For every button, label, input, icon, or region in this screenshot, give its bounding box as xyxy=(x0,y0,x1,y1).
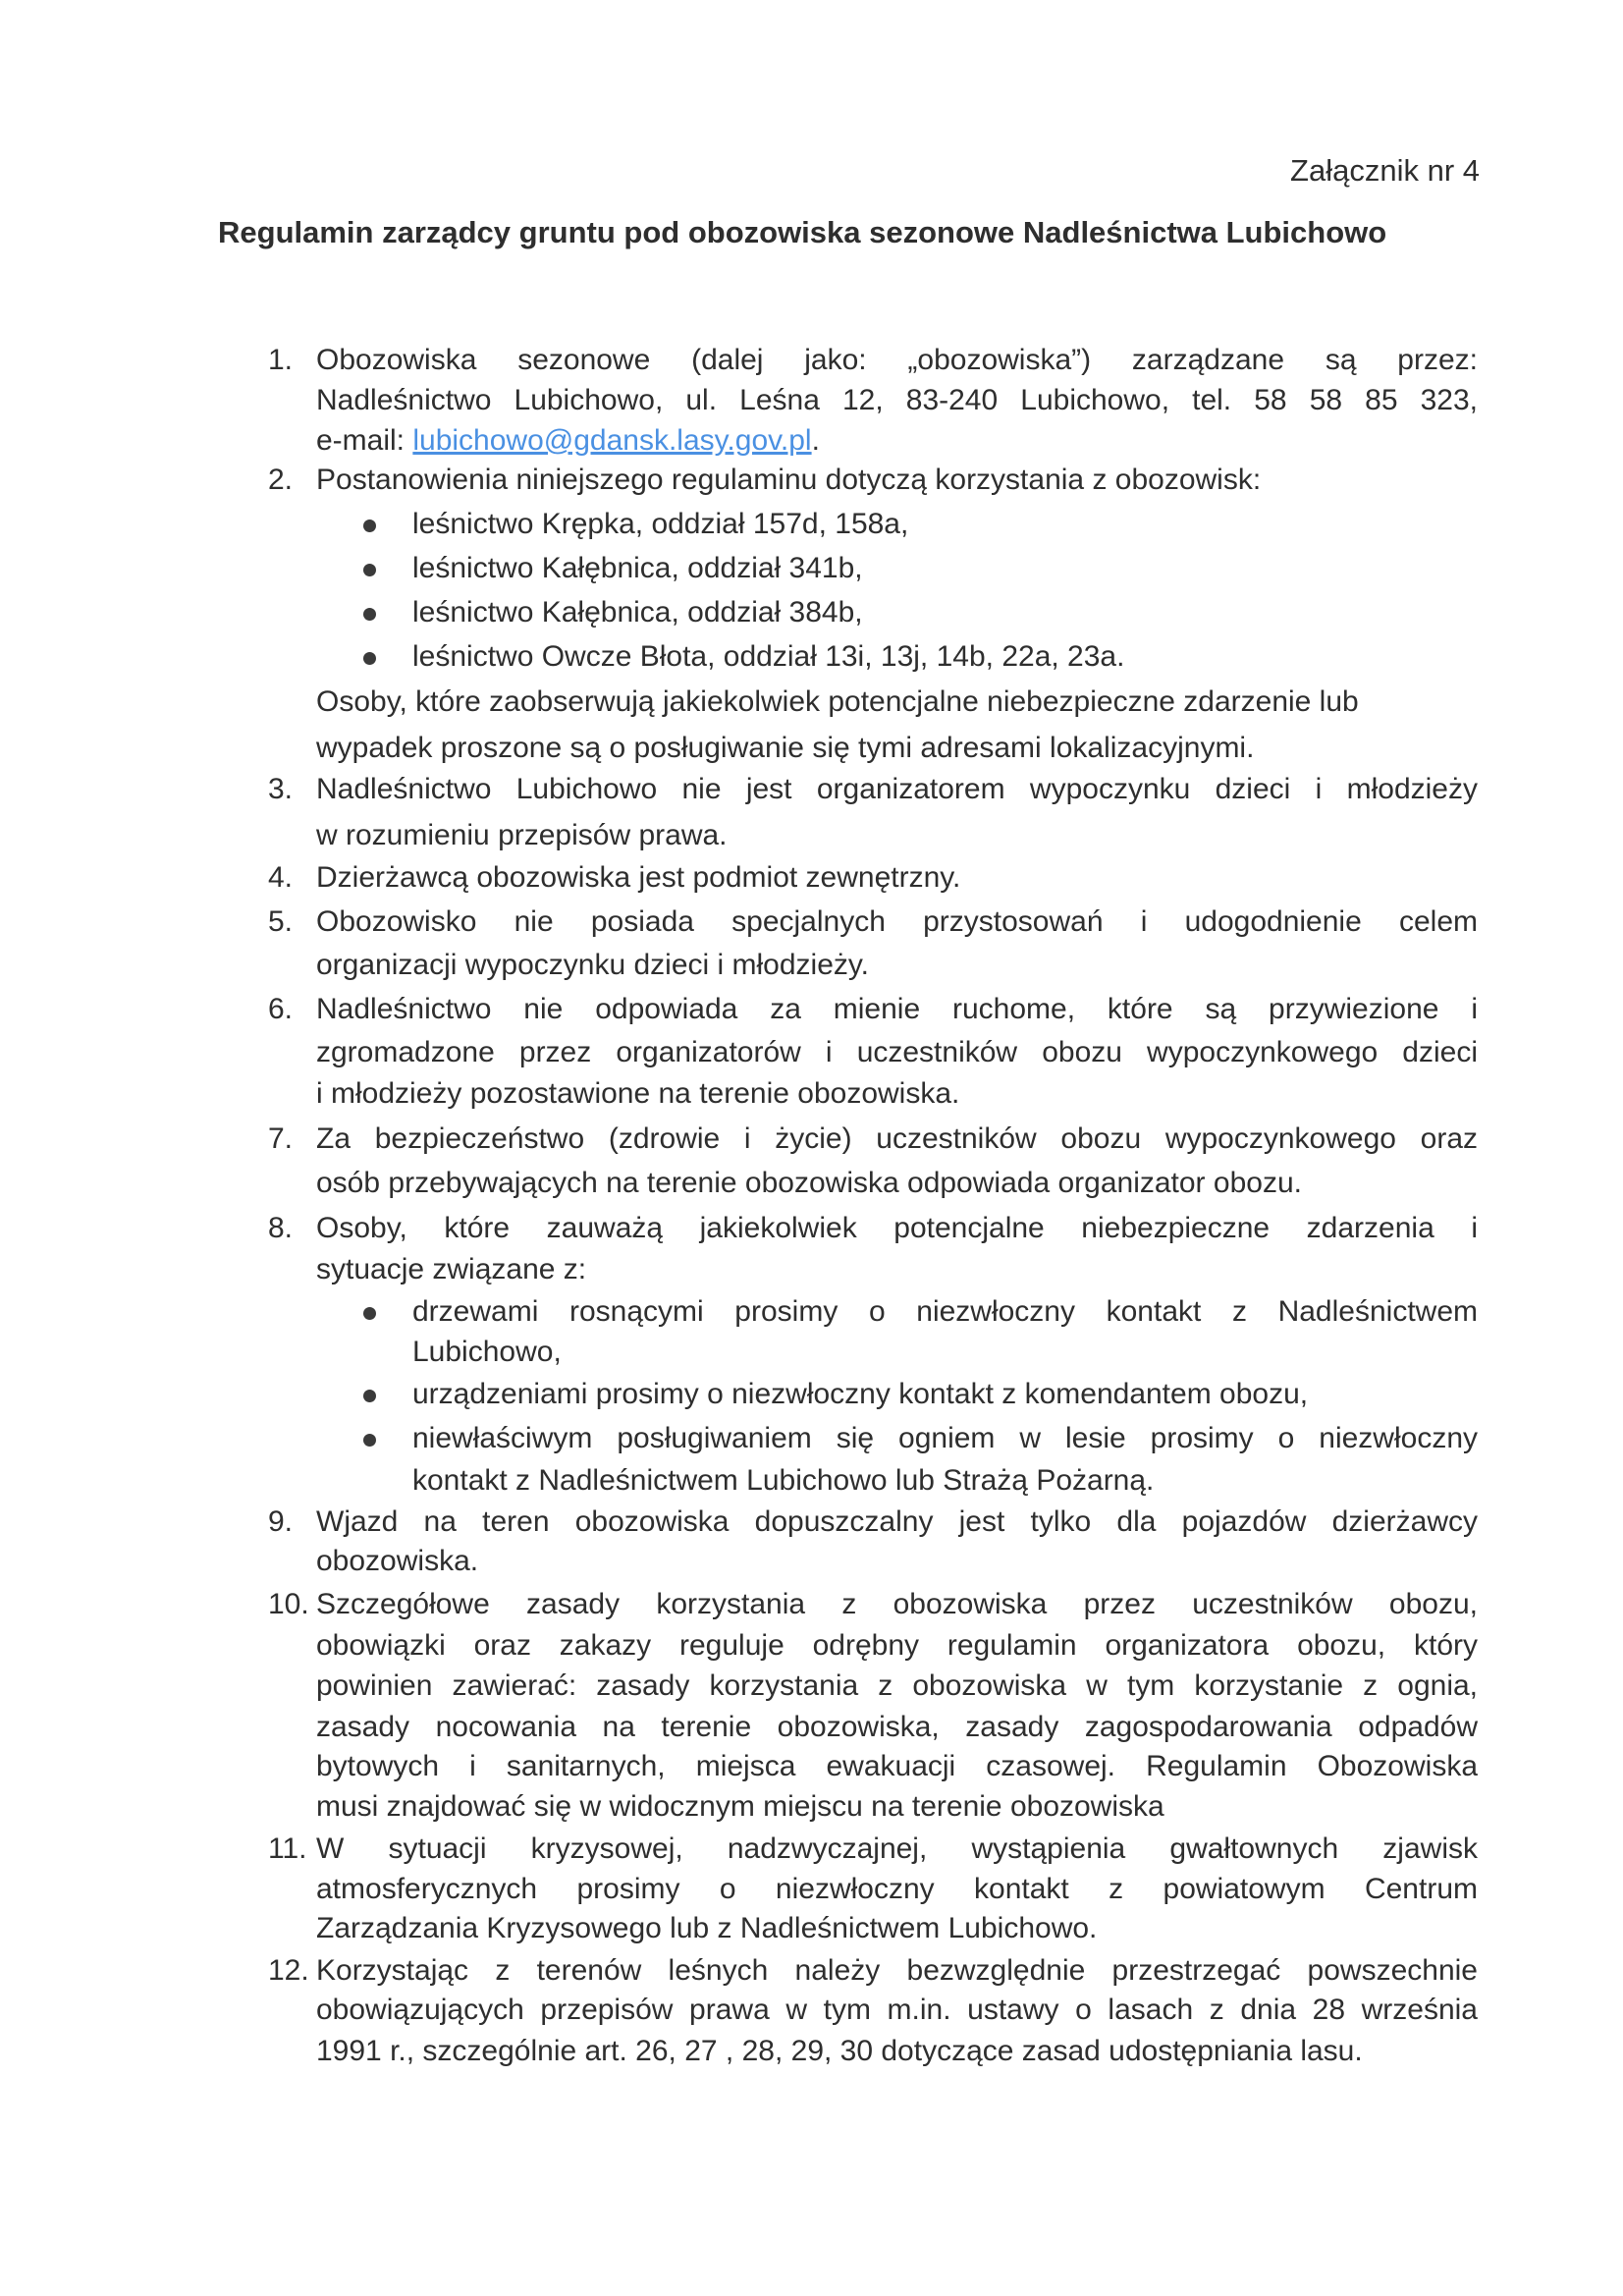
item-5-line-2: organizacji wypoczynku dzieci i młodzieży. xyxy=(316,949,869,981)
item-6-line-1: Nadleśnictwo nie odpowiada za mienie ruchome, które są przywiezione i xyxy=(316,993,1478,1025)
item-2-after-line-2: wypadek proszone są o posługiwanie się tymi adresami lokalizacyjnymi. xyxy=(316,732,1255,764)
item-5-line-1: Obozowisko nie posiada specjalnych przystosowań i udogodnienie celem xyxy=(316,905,1478,938)
item-number-12: 12. xyxy=(268,1954,309,1987)
item-12-line-2: obowiązujących przepisów prawa w tym m.in. ustawy o lasach z dnia 28 września xyxy=(316,1994,1478,2026)
item-number-8: 8. xyxy=(268,1212,294,1244)
item-4-line-1: Dzierżawcą obozowiska jest podmiot zewnętrzny. xyxy=(316,861,961,894)
bullet-icon xyxy=(363,519,376,532)
item-8-bullet-1-line-2: Lubichowo, xyxy=(412,1336,562,1368)
item-8-bullet-3-line-1: niewłaściwym posługiwaniem się ogniem w lesie prosimy o niezwłoczny xyxy=(412,1422,1478,1454)
item-6-line-2: zgromadzone przez organizatorów i uczestników obozu wypoczynkowego dzieci xyxy=(316,1036,1478,1068)
annex-label: Załącznik nr 4 xyxy=(1290,153,1480,188)
document-title: Regulamin zarządcy gruntu pod obozowiska sezonowe Nadleśnictwa Lubichowo xyxy=(218,215,1387,249)
item-2-bullet-3: leśnictwo Kałębnica, oddział 384b, xyxy=(412,596,863,629)
item-10-line-1: Szczegółowe zasady korzystania z obozowiska przez uczestników obozu, xyxy=(316,1588,1478,1620)
item-number-7: 7. xyxy=(268,1122,294,1155)
item-8-line-2: sytuacje związane z: xyxy=(316,1253,587,1285)
bullet-icon xyxy=(363,1390,376,1402)
bullet-icon xyxy=(363,1434,376,1447)
item-10-line-4: zasady nocowania na terenie obozowiska, zasady zagospodarowania odpadów xyxy=(316,1711,1478,1743)
item-number-5: 5. xyxy=(268,905,294,938)
item-3-line-1: Nadleśnictwo Lubichowo nie jest organizatorem wypoczynku dzieci i młodzieży xyxy=(316,773,1478,805)
item-1-line-1: Obozowiska sezonowe (dalej jako: „obozowiska”) zarządzane są przez: xyxy=(316,344,1478,376)
item-11-line-3: Zarządzania Kryzysowego lub z Nadleśnictwem Lubichowo. xyxy=(316,1912,1098,1944)
item-8-line-1: Osoby, które zauważą jakiekolwiek potencjalne niebezpieczne zdarzenia i xyxy=(316,1212,1478,1244)
item-2-line-1: Postanowienia niniejszego regulaminu dotyczą korzystania z obozowisk: xyxy=(316,464,1262,496)
item-number-1: 1. xyxy=(268,344,294,376)
item-2-bullet-4: leśnictwo Owcze Błota, oddział 13i, 13j, 14b, 22a, 23a. xyxy=(412,640,1125,673)
item-7-line-2: osób przebywających na terenie obozowiska odpowiada organizator obozu. xyxy=(316,1167,1302,1199)
item-11-line-2: atmosferycznych prosimy o niezwłoczny kontakt z powiatowym Centrum xyxy=(316,1873,1478,1905)
item-number-11: 11. xyxy=(268,1832,307,1865)
bullet-icon xyxy=(363,608,376,621)
item-1-line-2: Nadleśnictwo Lubichowo, ul. Leśna 12, 83-240 Lubichowo, tel. 58 58 85 323, xyxy=(316,384,1478,416)
item-9-line-1: Wjazd na teren obozowiska dopuszczalny jest tylko dla pojazdów dzierżawcy xyxy=(316,1505,1478,1538)
item-2-bullet-1: leśnictwo Krępka, oddział 157d, 158a, xyxy=(412,508,909,540)
item-11-line-1: W sytuacji kryzysowej, nadzwyczajnej, wystąpienia gwałtownych zjawisk xyxy=(316,1832,1478,1865)
item-7-line-1: Za bezpieczeństwo (zdrowie i życie) uczestników obozu wypoczynkowego oraz xyxy=(316,1122,1478,1155)
email-prefix: e-mail: xyxy=(316,424,413,457)
item-number-3: 3. xyxy=(268,773,294,805)
item-1-email-line xyxy=(316,423,1478,459)
item-12-line-1: Korzystając z terenów leśnych należy bezwzględnie przestrzegać powszechnie xyxy=(316,1954,1478,1987)
bullet-icon xyxy=(363,652,376,665)
item-3-line-2: w rozumieniu przepisów prawa. xyxy=(316,819,728,851)
item-10-line-6: musi znajdować się w widocznym miejscu na terenie obozowiska xyxy=(316,1790,1164,1823)
item-2-bullet-2: leśnictwo Kałębnica, oddział 341b, xyxy=(412,552,863,584)
item-9-line-2: obozowiska. xyxy=(316,1545,479,1577)
item-8-bullet-3-line-2: kontakt z Nadleśnictwem Lubichowo lub Strażą Pożarną. xyxy=(412,1464,1155,1497)
item-8-bullet-1-line-1: drzewami rosnącymi prosimy o niezwłoczny kontakt z Nadleśnictwem xyxy=(412,1295,1478,1328)
item-6-line-3: i młodzieży pozostawione na terenie obozowiska. xyxy=(316,1077,960,1110)
item-2-after-line-1: Osoby, które zaobserwują jakiekolwiek potencjalne niebezpieczne zdarzenie lub xyxy=(316,685,1359,718)
item-10-line-2: obowiązki oraz zakazy reguluje odrębny regulamin organizatora obozu, który xyxy=(316,1629,1478,1662)
email-suffix: . xyxy=(811,424,820,457)
email-link[interactable]: lubichowo@gdansk.lasy.gov.pl xyxy=(412,424,812,457)
bullet-icon xyxy=(363,564,376,576)
item-number-6: 6. xyxy=(268,993,294,1025)
item-number-2: 2. xyxy=(268,464,294,496)
item-number-4: 4. xyxy=(268,861,294,894)
item-10-line-3: powinien zawierać: zasady korzystania z obozowiska w tym korzystanie z ognia, xyxy=(316,1669,1478,1702)
item-10-line-5: bytowych i sanitarnych, miejsca ewakuacji czasowej. Regulamin Obozowiska xyxy=(316,1750,1478,1782)
item-number-9: 9. xyxy=(268,1505,294,1538)
bullet-icon xyxy=(363,1307,376,1320)
item-number-10: 10. xyxy=(268,1588,309,1620)
item-12-line-3: 1991 r., szczególnie art. 26, 27 , 28, 29, 30 dotyczące zasad udostępniania lasu. xyxy=(316,2035,1363,2067)
item-8-bullet-2-line-1: urządzeniami prosimy o niezwłoczny kontakt z komendantem obozu, xyxy=(412,1378,1309,1410)
